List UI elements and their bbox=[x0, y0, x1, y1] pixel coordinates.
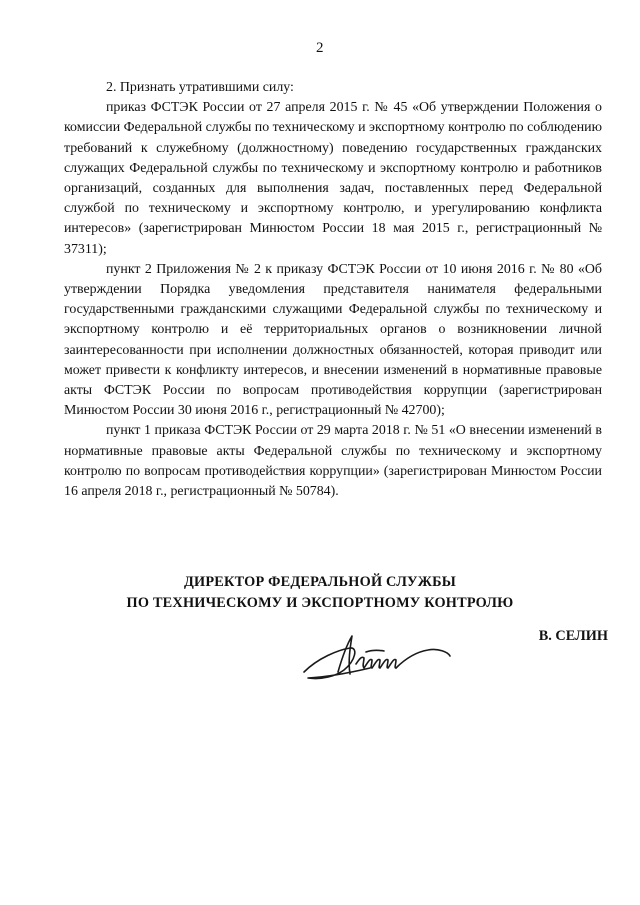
repealed-item-1: приказ ФСТЭК России от 27 апреля 2015 г. № 45 «Об утверждении Положения о комиссии Федеральной службы по техническому и экспортному контролю по соблюдению требований к служебному (должностному) поведению государственных гражданских служащих Федеральной службы по техническому и экспортному контролю и работников организаций, созданных для выполнения задач, поставленных перед Федеральной службой по техническому и экспортному контролю, и урегулированию конфликта интересов» (зарегистрирован Минюстом России 18 мая 2015 г., регистрационный № 37311); bbox=[64, 100, 602, 257]
signer-name: В. СЕЛИН bbox=[538, 628, 608, 644]
repealed-item-3: пункт 1 приказа ФСТЭК России от 29 марта 2018 г. № 51 «О внесении изменений в нормативные правовые акты Федеральной службы по техническому и экспортному контролю по вопросам противодействия коррупции» (зарегистрирован Минюстом России 16 апреля 2018 г., регистрационный № 50784). bbox=[64, 423, 602, 500]
page-number: 2 bbox=[316, 40, 324, 56]
repealed-item-2: пункт 2 Приложения № 2 к приказу ФСТЭК России от 10 июня 2016 г. № 80 «Об утверждении Порядка уведомления представителя нанимателя федеральными государственными гражданскими служащими Федеральной службы по техническому и экспортному контролю и её территориальных органов о возникновении личной заинтересованности при исполнении должностных обязанностей, которая приводит или может привести к конфликту интересов, и внесении изменений в нормативные правовые акты ФСТЭК России по вопросам противодействия коррупции (зарегистрирован Минюстом России 30 июня 2016 г., регистрационный № 42700); bbox=[64, 261, 602, 419]
director-title-line-1: ДИРЕКТОР ФЕДЕРАЛЬНОЙ СЛУЖБЫ bbox=[184, 574, 456, 590]
handwritten-signature bbox=[298, 628, 458, 688]
document-body bbox=[64, 78, 602, 502]
director-title-line-2: ПО ТЕХНИЧЕСКОМУ И ЭКСПОРТНОМУ КОНТРОЛЮ bbox=[126, 595, 514, 611]
director-title bbox=[0, 572, 640, 614]
item-heading: 2. Признать утратившими силу: bbox=[106, 80, 294, 95]
